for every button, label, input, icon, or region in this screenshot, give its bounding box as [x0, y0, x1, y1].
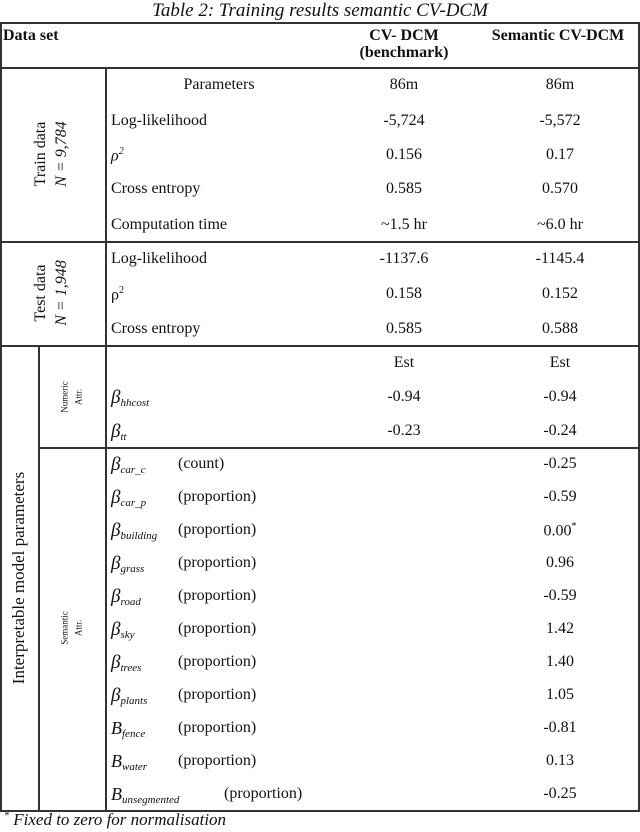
param-type: (count) [178, 455, 225, 472]
cell-value: 1.05 [546, 686, 574, 703]
train-cell: ~6.0 hr [537, 216, 583, 233]
test-cell: 0.152 [542, 285, 578, 302]
param-subscript: car_p [120, 497, 147, 509]
train-cell: 0.585 [386, 180, 422, 197]
train-row-label: Parameters [183, 76, 255, 93]
param-type: (proportion) [178, 587, 257, 604]
param-type: (proportion) [178, 752, 257, 769]
table-title: Table 2: Training results semantic CV-DCM [152, 0, 488, 21]
train-label: Train data [32, 121, 50, 187]
left-border [0, 22, 2, 812]
cell-value: -0.25 [543, 785, 577, 802]
param-type: (proportion) [178, 620, 257, 637]
train-cell: 0.156 [386, 146, 422, 163]
param-symbol: β [111, 421, 121, 442]
semantic-cell [546, 653, 574, 671]
param-symbol: β [111, 619, 121, 640]
param-symbol: β [111, 487, 121, 508]
label-column-divider [105, 67, 107, 812]
param-type: (proportion) [178, 488, 257, 505]
param-symbol: β [111, 520, 121, 541]
train-n: N = 9,784 [53, 121, 70, 187]
numeric-param-label [111, 387, 149, 409]
cell-value: 0.13 [546, 752, 574, 769]
semantic-cell [546, 752, 574, 770]
superscript: 2 [118, 146, 124, 157]
header-cvdcm [360, 28, 449, 62]
semantic-cell [543, 785, 576, 803]
cell-value: -0.25 [543, 455, 577, 472]
param-subscript: unsegmented [122, 794, 180, 806]
rho-symbol: ρ [111, 147, 119, 165]
param-type: (proportion) [178, 686, 257, 703]
test-cell: -1137.6 [379, 250, 429, 267]
est-header-a: Est [393, 354, 415, 371]
param-symbol: B [111, 751, 122, 771]
cell-value: -0.81 [543, 719, 577, 736]
semantic-cell [546, 686, 574, 704]
semantic-param-label [111, 454, 146, 476]
semantic-param-label [111, 784, 179, 806]
footnote [4, 810, 226, 830]
param-type: (proportion) [178, 653, 257, 670]
header-cvdcm-line2: (benchmark) [359, 43, 449, 61]
numeric-cell: -0.24 [543, 422, 577, 439]
train-divider [0, 241, 640, 243]
train-cell: 0.570 [542, 180, 578, 197]
numeric-cell: -0.94 [387, 388, 421, 405]
param-subscript: hhcost [120, 397, 150, 409]
cell-value: 1.42 [546, 620, 574, 637]
param-subscript: plants [120, 695, 148, 707]
param-type: (proportion) [178, 521, 257, 538]
test-cell: 0.585 [386, 320, 422, 337]
param-symbol: β [111, 586, 121, 607]
train-row-label: Computation time [111, 216, 227, 233]
param-subscript: sky [120, 629, 135, 641]
header-semantic-cvdcm: Semantic CV-DCM [491, 27, 625, 44]
semantic-param-label [111, 718, 145, 740]
test-divider [0, 345, 640, 347]
param-symbol: β [111, 387, 121, 408]
test-label: Test data [32, 264, 50, 322]
semantic-label: Semantic [59, 611, 70, 645]
param-symbol: β [111, 685, 121, 706]
header-dataset: Data set [3, 27, 59, 44]
group-column-divider [38, 345, 40, 812]
test-row-label: Log-likelihood [111, 250, 207, 267]
semantic-param-label [111, 553, 144, 575]
test-group-label [31, 260, 73, 325]
test-cell: 0.588 [542, 320, 578, 337]
train-group-label [31, 121, 73, 186]
semantic-attr-label [58, 611, 87, 645]
cell-value: -0.59 [543, 587, 577, 604]
train-row-label: Log-likelihood [111, 112, 207, 129]
semantic-param-label [111, 586, 141, 608]
semantic-cell [546, 554, 574, 572]
train-cell: -5,724 [383, 112, 425, 129]
numeric-cell: -0.23 [387, 422, 421, 439]
train-cell: 86m [545, 76, 575, 93]
train-cell: ~1.5 hr [381, 216, 427, 233]
semantic-param-label [111, 520, 157, 542]
param-subscript: fence [122, 728, 146, 740]
semantic-cell [543, 587, 576, 605]
footnote-text: Fixed to zero for normalisation [13, 810, 227, 829]
interpretable-group-label: Interpretable model parameters [8, 471, 28, 685]
numeric-label: Numeric [59, 381, 70, 413]
param-type: (proportion) [178, 719, 257, 736]
test-row-label [111, 285, 124, 304]
param-symbol: B [111, 784, 122, 804]
semantic-param-label [111, 751, 147, 773]
test-cell: 0.158 [386, 285, 422, 302]
semantic-cell [543, 719, 576, 737]
cell-value: 0.00 [543, 522, 572, 540]
param-subscript: tt [120, 431, 127, 443]
attr-label: Attr. [74, 619, 84, 637]
param-type: (proportion) [224, 785, 303, 802]
cell-value: 1.40 [546, 653, 574, 670]
param-subscript: building [120, 530, 158, 542]
param-subscript: water [122, 761, 148, 773]
semantic-param-label [111, 685, 147, 707]
cell-value: 0.96 [546, 554, 574, 571]
param-symbol: β [111, 652, 121, 673]
train-cell: 0.17 [546, 146, 574, 163]
superscript: 2 [118, 285, 124, 296]
semantic-cell [546, 620, 574, 638]
semantic-param-label [111, 619, 135, 641]
train-cell: 86m [389, 76, 419, 93]
footnote-mark: * [4, 810, 9, 822]
header-cvdcm-line1: CV- DCM [369, 27, 439, 44]
semantic-param-label [111, 487, 146, 509]
rho-symbol: ρ [111, 286, 119, 304]
param-subscript: car_c [120, 464, 146, 476]
train-row-label [111, 146, 124, 165]
param-symbol: β [111, 553, 121, 574]
table-top-border [0, 22, 640, 24]
test-row-label: Cross entropy [111, 320, 201, 337]
numeric-attr-label [58, 381, 87, 413]
semantic-cell [543, 455, 576, 473]
est-header-b: Est [549, 354, 571, 371]
param-subscript: grass [120, 563, 145, 575]
header-divider [0, 67, 640, 69]
attr-label: Attr. [74, 388, 84, 406]
cell-value: -0.59 [543, 488, 577, 505]
test-cell: -1145.4 [535, 250, 585, 267]
param-subscript: trees [120, 662, 142, 674]
param-type: (proportion) [178, 554, 257, 571]
semantic-cell [543, 488, 576, 506]
semantic-param-label [111, 652, 141, 674]
train-row-label: Cross entropy [111, 180, 201, 197]
test-n: N = 1,948 [53, 260, 70, 326]
numeric-divider [38, 447, 640, 449]
param-symbol: B [111, 718, 122, 738]
train-cell: -5,572 [539, 112, 581, 129]
semantic-cell [544, 521, 577, 540]
param-subscript: road [120, 596, 141, 608]
param-symbol: β [111, 454, 121, 475]
footnote-mark: * [571, 521, 577, 532]
numeric-param-label [111, 421, 127, 443]
numeric-cell: -0.94 [543, 388, 577, 405]
